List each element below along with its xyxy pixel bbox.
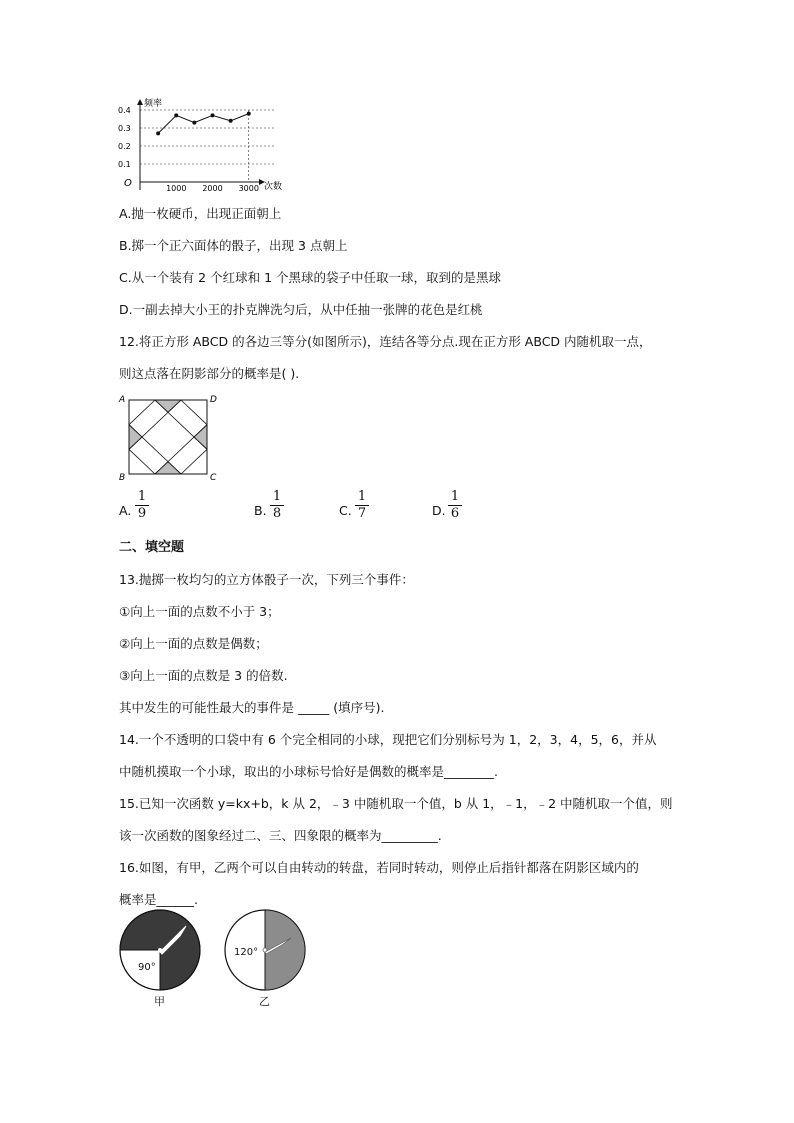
spinner-jia xyxy=(120,910,200,1008)
fraction-numerator: 1 xyxy=(450,489,460,504)
x-axis-label: 次数 xyxy=(264,182,283,192)
data-point xyxy=(174,113,178,117)
section-title-fill-in: 二、填空题 xyxy=(119,540,185,555)
spinners-figure xyxy=(114,908,314,1008)
chart-grid xyxy=(140,110,276,182)
q12-option-b-fraction xyxy=(270,490,284,521)
fraction-denominator: 8 xyxy=(272,506,282,521)
q12-option-a-label: A. xyxy=(119,503,132,518)
q14-text-line1: 14.一个不透明的口袋中有 6 个完全相同的小球，现把它们分别标号为 1，2，3，4，5，6，并从 xyxy=(119,732,657,747)
y-tick-label: 0.3 xyxy=(118,124,131,133)
shaded-triangle-bottom xyxy=(155,462,181,474)
spinner-jia-name: 甲 xyxy=(154,995,165,1008)
q13-text-line5: 其中发生的可能性最大的事件是 _____ (填序号). xyxy=(119,700,385,715)
q12-option-d-fraction xyxy=(448,490,462,521)
q12-text-line2: 则这点落在阴影部分的概率是( ). xyxy=(119,366,300,381)
vertex-label-b: B xyxy=(119,473,126,482)
shaded-triangle-top xyxy=(155,400,181,412)
spinner-yi-angle: 120° xyxy=(234,947,259,958)
fraction-denominator: 9 xyxy=(137,506,147,521)
y-axis-label: 频率 xyxy=(144,99,163,109)
q12-option-d-label: D. xyxy=(432,503,446,518)
q11-option-d: D.一副去掉大小王的扑克牌洗匀后，从中任抽一张牌的花色是红桃 xyxy=(119,302,483,317)
fraction-numerator: 1 xyxy=(357,489,367,504)
q14-text-line2: 中随机摸取一个小球，取出的小球标号恰好是偶数的概率是________. xyxy=(119,764,498,779)
vertex-label-d: D xyxy=(210,395,217,405)
vertex-label-c: C xyxy=(210,473,217,482)
fraction-denominator: 7 xyxy=(357,506,367,521)
spinner-jia-angle: 90° xyxy=(138,962,156,973)
q15-text-line2: 该一次函数的图象经过二、三、四象限的概率为_________. xyxy=(119,828,442,843)
shaded-triangle-left xyxy=(129,425,142,450)
fraction-numerator: 1 xyxy=(137,489,147,504)
q12-option-c-fraction xyxy=(355,490,369,521)
frequency-chart xyxy=(116,96,292,196)
data-point xyxy=(247,112,251,116)
q16-text-line1: 16.如图，有甲，乙两个可以自由转动的转盘，若同时转动，则停止后指针都落在阴影区域内的 xyxy=(119,860,639,875)
q15-text-line1: 15.已知一次函数 y=kx+b，k 从 2，﹣3 中随机取一个值，b 从 1，﹣1，﹣2 中随机取一个值，则 xyxy=(119,796,673,811)
q11-option-a: A.抛一枚硬币，出现正面朝上 xyxy=(119,206,282,221)
q11-option-c: C.从一个装有 2 个红球和 1 个黑球的袋子中任取一球，取到的是黑球 xyxy=(119,270,502,285)
spinner-yi xyxy=(225,910,305,1008)
spinner-yi-name: 乙 xyxy=(259,995,270,1008)
fraction-denominator: 6 xyxy=(450,506,460,521)
origin-label: O xyxy=(124,178,132,189)
data-point xyxy=(156,131,160,135)
x-tick-label: 2000 xyxy=(202,184,223,193)
data-point xyxy=(211,113,215,117)
y-tick-label: 0.1 xyxy=(118,160,131,169)
shaded-triangle-right xyxy=(194,425,207,450)
data-point xyxy=(192,121,196,125)
q13-event-2: ②向上一面的点数是偶数； xyxy=(119,636,268,651)
x-tick-label: 3000 xyxy=(238,184,259,193)
y-tick-label: 0.4 xyxy=(118,106,131,115)
q13-text-line1: 13.抛掷一枚均匀的立方体骰子一次，下列三个事件： xyxy=(119,572,414,587)
x-tick-label: 1000 xyxy=(166,184,187,193)
data-point xyxy=(229,119,233,123)
y-axis-arrow xyxy=(137,99,143,105)
fraction-numerator: 1 xyxy=(272,489,282,504)
q12-option-b-label: B. xyxy=(254,503,267,518)
q16-text-line2: 概率是______. xyxy=(119,892,198,907)
series-line xyxy=(158,114,249,134)
q11-option-b: B.掷一个正六面体的骰子，出现 3 点朝上 xyxy=(119,238,348,253)
q12-option-c-label: C. xyxy=(339,503,352,518)
square-figure xyxy=(114,392,224,482)
vertex-label-a: A xyxy=(119,395,126,405)
q13-event-1: ①向上一面的点数不小于 3； xyxy=(119,604,280,619)
y-tick-label: 0.2 xyxy=(118,142,131,151)
q12-text-line1: 12.将正方形 ABCD 的各边三等分(如图所示)，连结各等分点.现在正方形 ABCD 内随机取一点， xyxy=(119,334,652,349)
q12-option-a-fraction xyxy=(135,490,149,521)
q13-event-3: ③向上一面的点数是 3 的倍数. xyxy=(119,668,288,683)
